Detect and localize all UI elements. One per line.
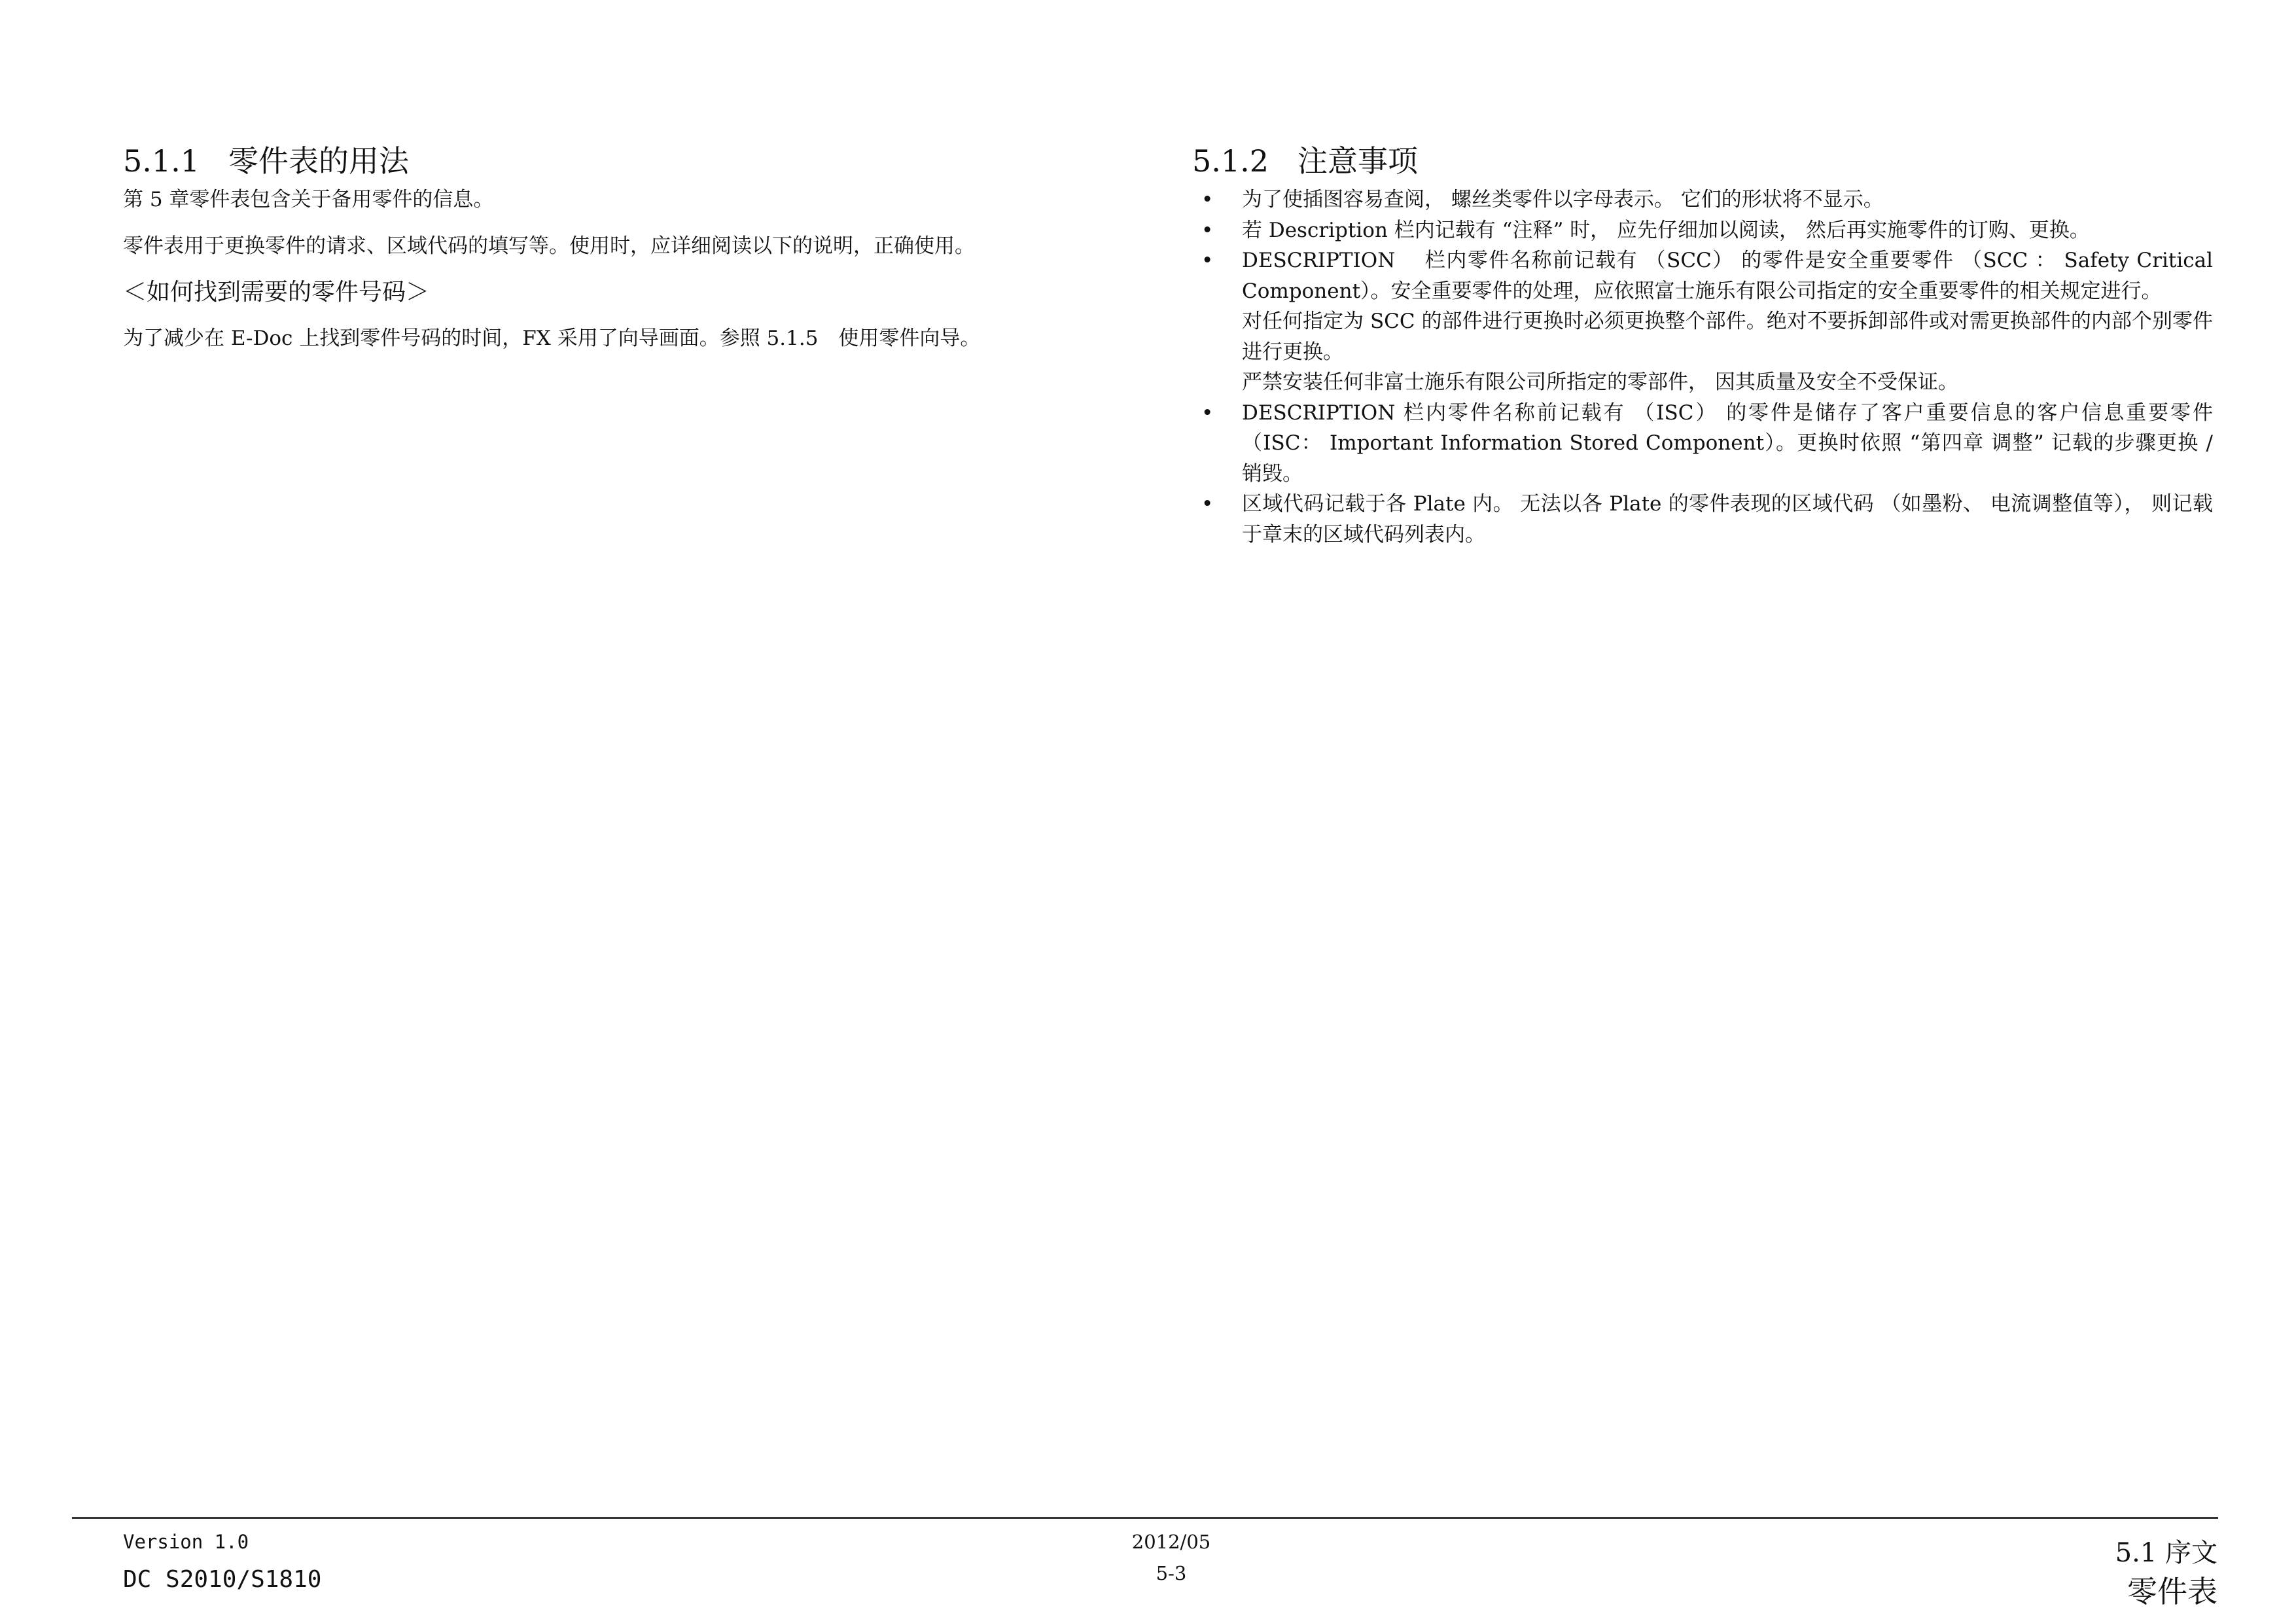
note-text: DESCRIPTION 栏内零件名称前记载有 （ISC） 的零件是储存了客户重要信息的客户信息重要零件 （ISC： Important Information Stored Component）。更换时依照 “第四章 调整” 记载的步骤更换 / 销毁。 xyxy=(1242,401,2213,486)
left-column xyxy=(123,137,1144,354)
note-text: 对任何指定为 SCC 的部件进行更换时必须更换整个部件。绝对不要拆卸部件或对需更换部件的内部个别零件进行更换。 xyxy=(1242,310,2213,364)
list-item xyxy=(1192,489,2213,550)
bullet: • xyxy=(1201,218,1214,242)
right-column xyxy=(1192,137,2213,550)
list-item xyxy=(1192,398,2213,490)
paragraph-usage: 零件表用于更换零件的请求、区域代码的填写等。使用时，应详细阅读以下的说明，正确使用。 xyxy=(123,234,975,258)
bullet: • xyxy=(1201,401,1214,425)
footer-divider xyxy=(72,1517,2218,1519)
note-text: 若 Description 栏内记载有 “注释” 时， 应先仔细加以阅读， 然后再实施零件的订购、更换。 xyxy=(1242,218,2090,242)
note-text: 为了使插图容易查阅， 螺丝类零件以字母表示。 它们的形状将不显示。 xyxy=(1242,188,1884,211)
note-text: 区域代码记载于各 Plate 内。 无法以各 Plate 的零件表现的区域代码 （如墨粉、 电流调整值等）， 则记载于章末的区域代码列表内。 xyxy=(1242,492,2213,546)
section-heading-5-1-1 xyxy=(123,137,1144,185)
paragraph-intro: 第 5 章零件表包含关于备用零件的信息。 xyxy=(123,188,494,211)
section-heading-5-1-2 xyxy=(1192,137,2213,185)
footer-date: 2012/05 xyxy=(1131,1531,1211,1553)
section-title: 零件表的用法 xyxy=(228,143,410,179)
note-text: 严禁安装任何非富士施乐有限公司所指定的零部件， 因其质量及安全不受保证。 xyxy=(1242,370,1958,394)
footer-page-number: 5-3 xyxy=(1156,1562,1187,1584)
bullet: • xyxy=(1201,249,1214,272)
list-item xyxy=(1192,215,2213,246)
list-item xyxy=(1192,245,2213,398)
section-number: 5.1.2 xyxy=(1192,143,1269,179)
paragraph-wizard: 为了减少在 E-Doc 上找到零件号码的时间，FX 采用了向导画面。参照 5.1.5 使用零件向导。 xyxy=(123,327,981,350)
subheading-find-part-number: ＜如何找到需要的零件号码＞ xyxy=(123,279,430,306)
bullet: • xyxy=(1201,492,1214,516)
section-title: 注意事项 xyxy=(1298,143,1419,179)
list-item xyxy=(1192,185,2213,215)
section-number: 5.1.1 xyxy=(123,143,200,179)
notes-list xyxy=(1192,185,2213,550)
bullet: • xyxy=(1201,188,1214,211)
footer-model: DC S2010/S1810 xyxy=(123,1566,322,1593)
footer-section: 5.1 序文 xyxy=(2115,1538,2217,1568)
footer-chapter: 零件表 xyxy=(2127,1574,2217,1609)
note-text: DESCRIPTION 栏内零件名称前记载有 （SCC） 的零件是安全重要零件 （SCC ： Safety Critical Component）。安全重要零件的处理，应依照富士施乐有限公司指定的安全重要零件的相关规定进行。 xyxy=(1242,249,2213,303)
footer-version: Version 1.0 xyxy=(123,1531,249,1553)
